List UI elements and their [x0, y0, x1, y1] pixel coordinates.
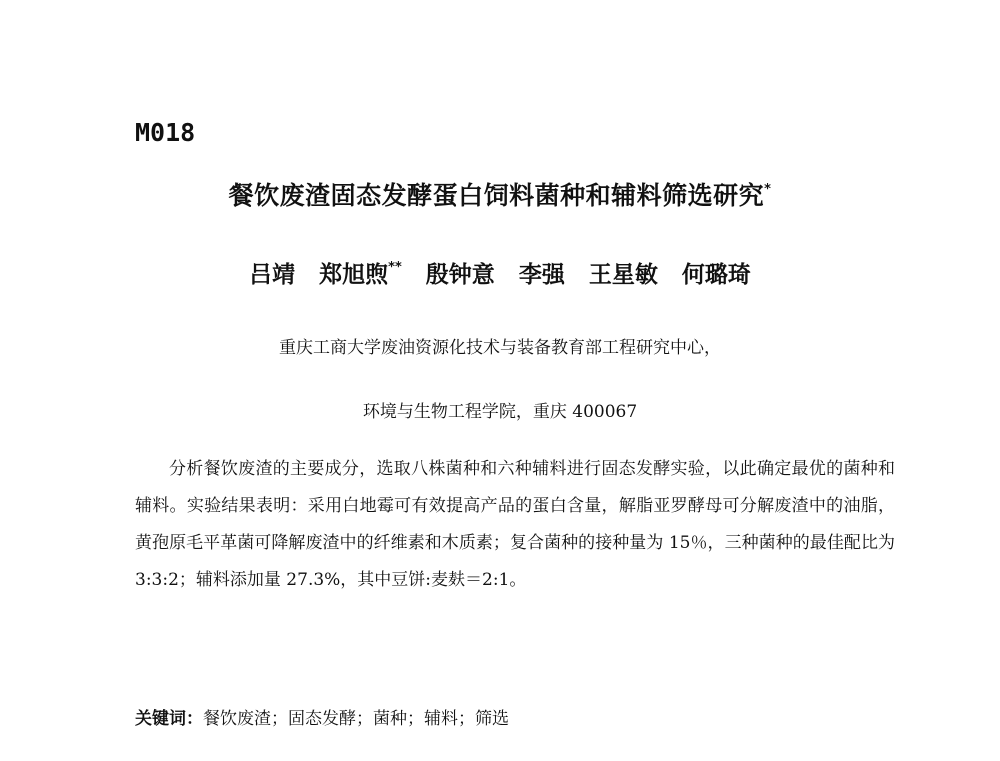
abstract-paragraph: 分析餐饮废渣的主要成分，选取八株菌种和六种辅料进行固态发酵实验，以此确定最优的菌种和辅料。实验结果表明：采用白地霉可有效提高产品的蛋白含量，解脂亚罗酵母可分解废渣中的油脂，黄孢原毛平革菌可降解废渣中的纤维素和木质素；复合菌种的接种量为 15％，三种菌种的最佳配比为 3:3:2；辅料添加量 27.3%，其中豆饼:麦麸＝2:1。	[135, 459, 895, 590]
paper-title	[0, 176, 1000, 212]
author: 王星敏	[588, 262, 658, 288]
title-text: 餐饮废渣固态发酵蛋白饲料菌种和辅料筛选研究	[228, 181, 765, 210]
title-footnote-mark: *	[764, 182, 772, 197]
paper-code: M018	[135, 118, 196, 147]
author-footnote-mark: **	[388, 260, 402, 275]
author: 何璐琦	[681, 262, 751, 288]
author: 吕靖	[249, 262, 296, 288]
author: 殷钟意	[425, 262, 495, 288]
keywords-line	[135, 704, 509, 729]
keywords-text: 餐饮废渣；固态发酵；菌种；辅料；筛选	[203, 709, 509, 729]
affiliation-line-1: 重庆工商大学废油资源化技术与装备教育部工程研究中心，	[279, 338, 721, 358]
keywords-label: 关键词：	[135, 709, 203, 729]
author-list	[0, 256, 1000, 289]
affiliation-line-2: 环境与生物工程学院，重庆 400067	[362, 402, 638, 422]
author: 李强	[518, 262, 565, 288]
author: 郑旭煦	[319, 262, 389, 288]
